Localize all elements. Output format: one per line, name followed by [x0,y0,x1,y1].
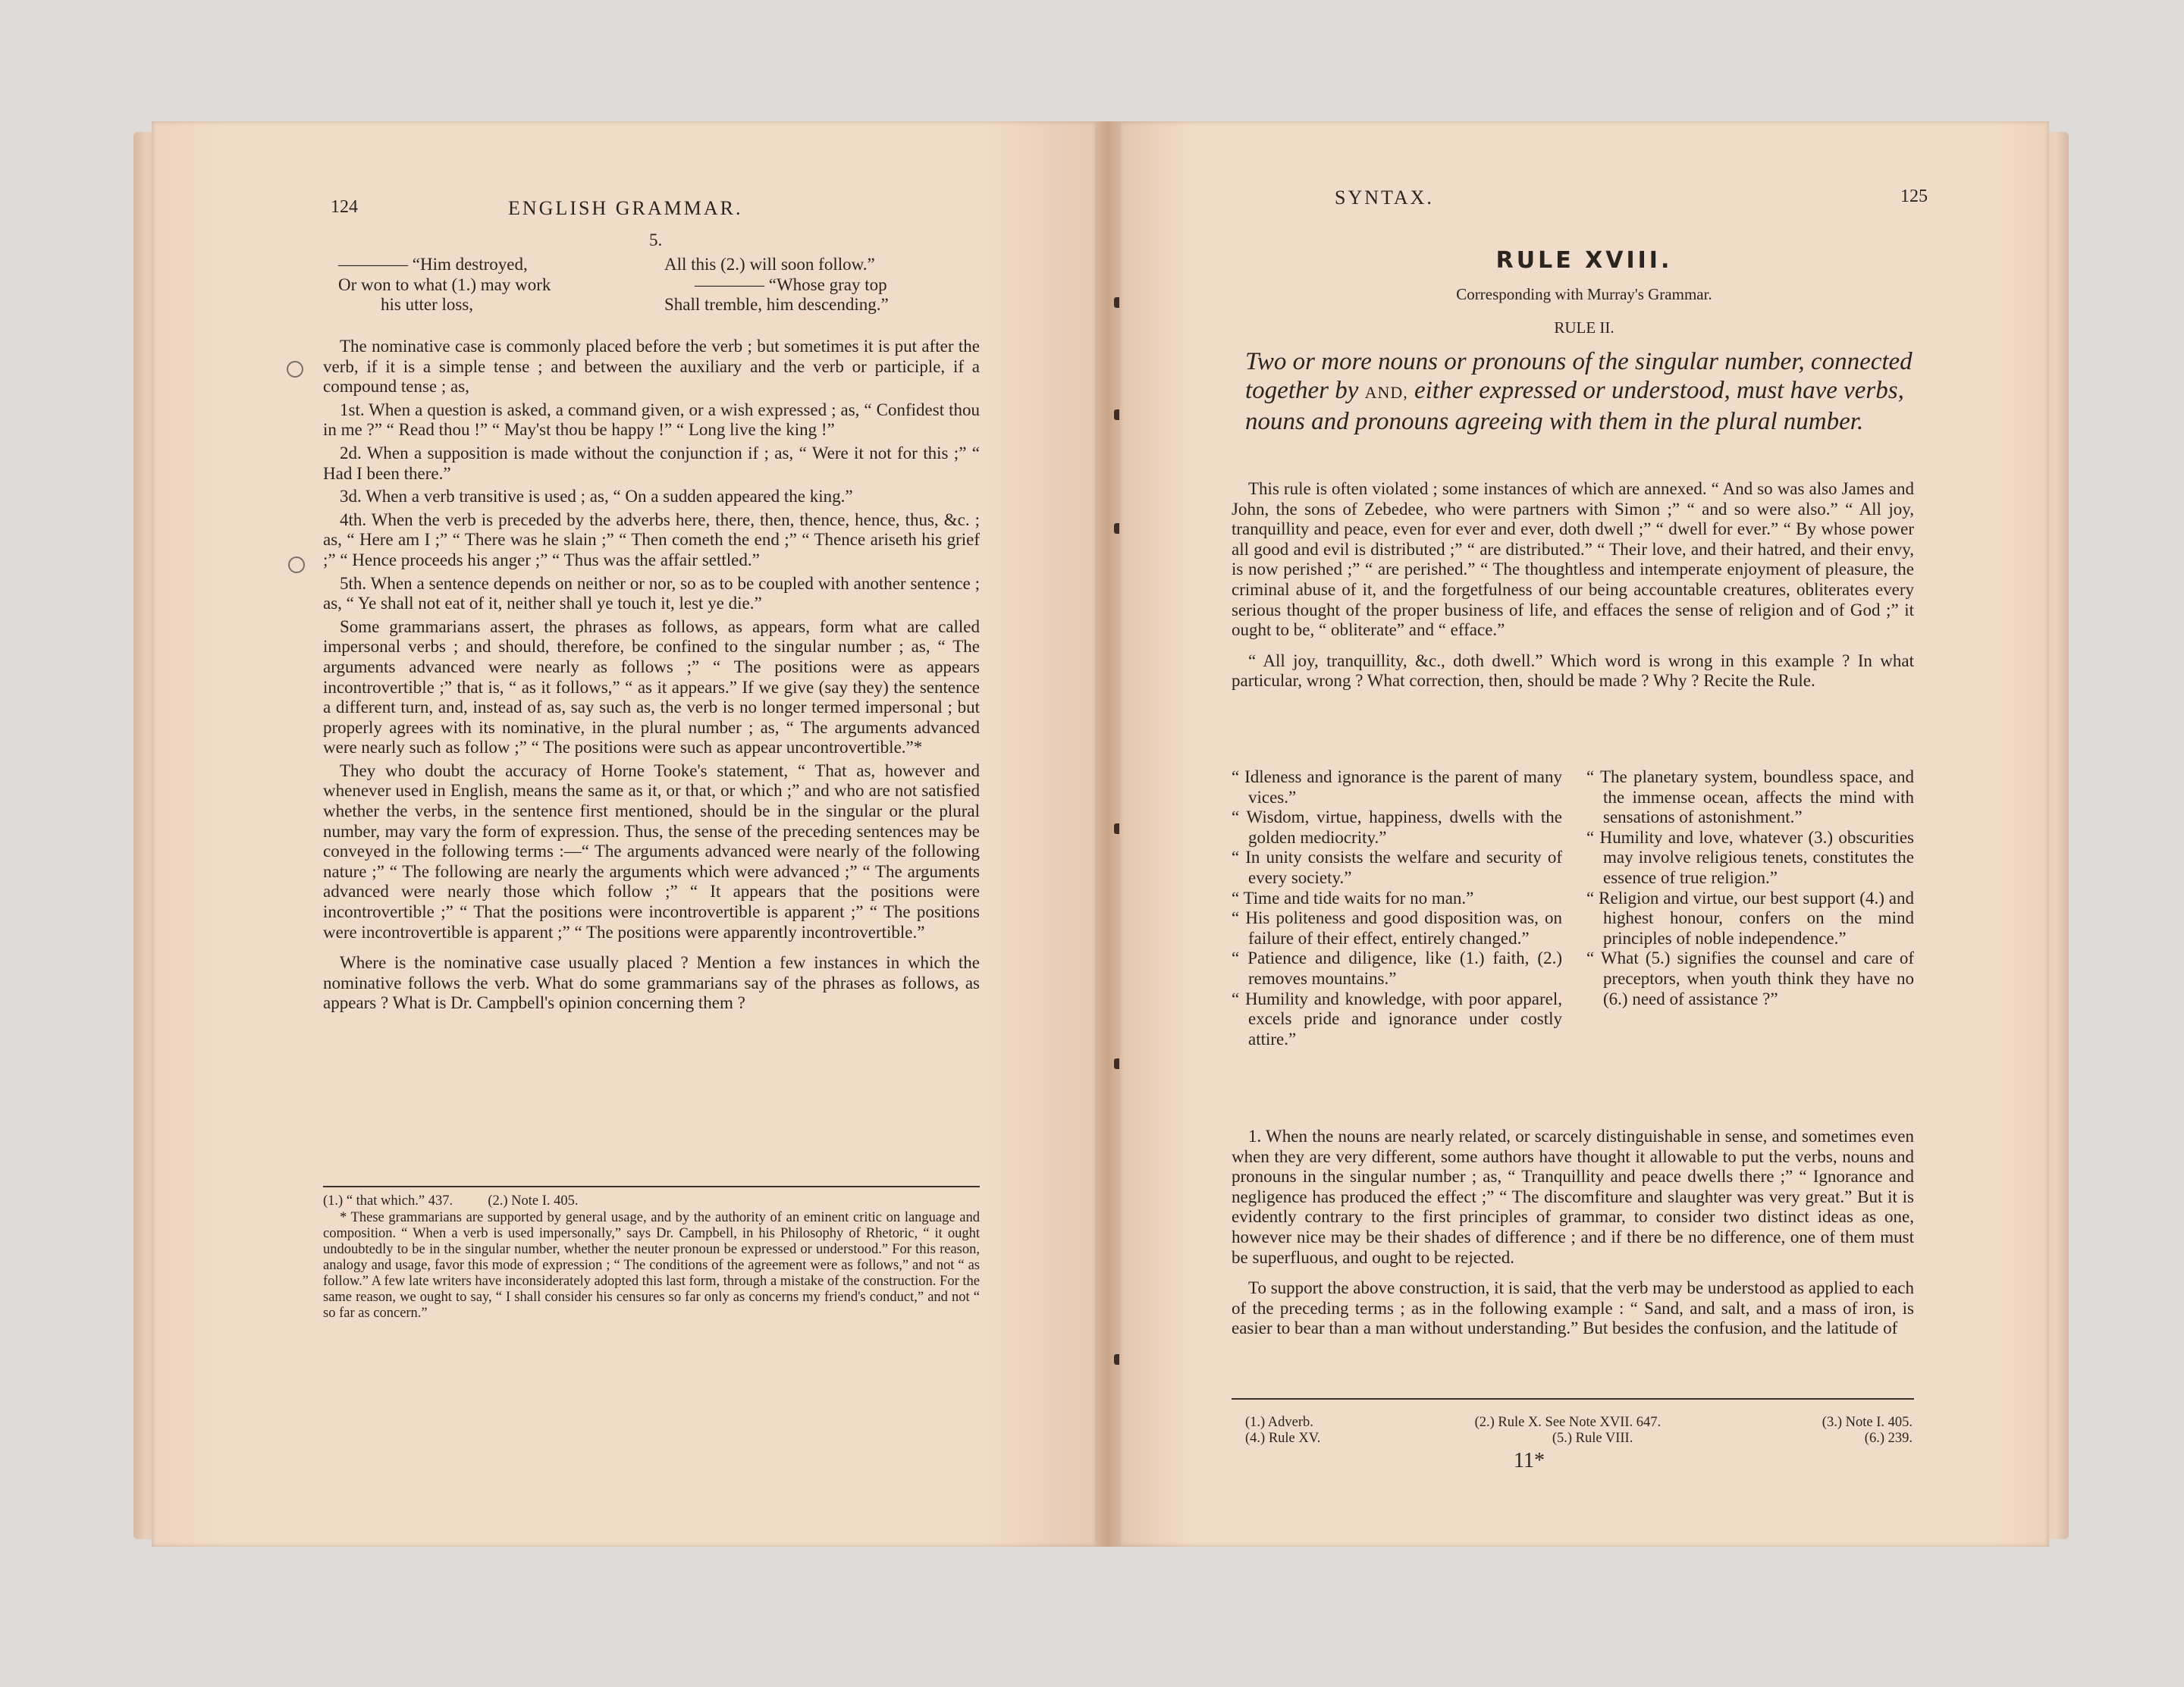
footnote-rule [323,1186,980,1187]
footnote-refs: (1.) “ that which.” 437. (2.) Note I. 405. [323,1193,579,1209]
rule-corresponding: Corresponding with Murray's Grammar. [1456,285,1712,303]
right-footnotes [1245,1415,1913,1447]
example: “ Humility and love, whatever (3.) obscurities may involve religious tenets, constitutes the essence of true religion.” [1586,827,1914,887]
footnote-ref: (4.) Rule XV. [1245,1431,1321,1446]
footnote-ref: (3.) Note I. 405. [1822,1415,1913,1430]
footnote-rule [1232,1398,1914,1400]
study-questions: Where is the nominative case usually placed ? Mention a few instances in which the nominative follows the verb. What do some grammarians say of the phrases as follows, as appears ? What is Dr. Campbell's opinion concerning them ? [323,953,980,1013]
example: “ Patience and diligence, like (1.) faith, (2.) removes mountains.” [1232,949,1562,988]
footnote-row [1245,1431,1913,1447]
paragraph: “ All joy, tranquillity, &c., doth dwell.” Which word is wrong in this example ? In what particular, wrong ? What correction, then, should be made ? Why ? Recite the Rule. [1232,651,1914,691]
footnote-ref: (5.) Rule VIII. [1552,1431,1633,1446]
rule-subtitle: RULE II. [1554,318,1614,337]
punch-hole [287,361,303,378]
verse-line: Or won to what (1.) may work [338,274,551,294]
paragraph: 1. When the nouns are nearly related, or scarcely distinguishable in sense, and sometimes even when they are very different, some authors have thought it allowable to put the verbs, nouns and pronouns in the singular number ; as, “ Tranquillity and peace dwells there ;” “ Ignorance and negligence has produced the effect ;” “ The discomfiture and slaughter was very great.” But it is evidently contrary to the first principles of grammar, to consider two distinct ideas as one, however nice may be their shades of difference ; and if there be no difference, one of them must be superfluous, and ought to be rejected. [1232,1127,1914,1267]
rule-statement-part: Two or more nouns or pronouns of the singular number, connected together by [1245,348,1913,404]
verse-col2 [664,255,998,315]
example: “ The planetary system, boundless space, and the immense ocean, affects the mind with sensations of astonishment.” [1586,767,1914,827]
left-page [152,121,1097,1547]
right-body-bottom [1232,1127,1914,1342]
example: “ Religion and virtue, our best support (4.) and highest honour, confers on the mind principles of noble independence.” [1586,888,1914,948]
paragraph: 2d. When a supposition is made without the conjunction if ; as, “ Were it not for this ;” “ Had I been there.” [323,443,980,483]
footnote-row [1245,1415,1913,1431]
running-header-right: SYNTAX. [1335,187,1434,209]
rule-title: RULE XVIII. [1495,247,1673,274]
paragraph: 4th. When the verb is preceded by the adverbs here, there, then, thence, hence, thus, &c. ; as, “ Here am I ;” “ There was he slain ;” “ Then cometh the end ;” “ Thence ariseth his grief ;” “ Hence proceeds his anger ;” “ Thus was the affair settled.” [323,510,980,569]
paragraph: Some grammarians assert, the phrases as follows, as appears, form what are called impersonal verbs ; and should, therefore, be confined to the singular number ; as, “ The arguments advanced were nearly as follows ;” “ The positions were as appears incontrovertible ;” that is, “ as it follows,” “ as it appears.” If we give (say they) the sentence a different turn, and, instead of as, say such as, the verb is no longer termed impersonal ; but properly agrees with its nominative, in the plural number ; as, “ The arguments advanced were nearly such as follow ;” “ The positions were such as appear uncontrovertible.”* [323,616,980,757]
paragraph: They who doubt the accuracy of Horne Tooke's statement, “ That as, however and whenever used in English, means the same as it, or that, or which ;” and who are not satisfied whether the verbs, in the sentence first mentioned, should be in the singular or the plural number, may vary the form of expression. Thus, the sense of the preceding sentences may be conveyed in the following terms :—“ The arguments advanced were nearly of the following nature ;” “ The following are nearly the arguments which were advanced ;” “ The arguments advanced were nearly those which follow ;” “ It appears that the positions were incontrovertible ;” “ That the positions were incontrovertible is apparent ;” “ The positions were incontrovertible is apparent ;” “ The positions were apparently incontrovertible.” [323,760,980,942]
right-page [1119,121,2049,1547]
example: “ What (5.) signifies the counsel and care of preceptors, when youth think they have no (6.) need of assistance ?” [1586,949,1914,1008]
verse-line: his utter loss, [381,295,474,315]
verse-number: 5. [649,230,663,249]
examples-col1 [1232,767,1562,1049]
footnote-ref: (2.) Rule X. See Note XVII. 647. [1474,1415,1662,1430]
footnote-ref: (6.) 239. [1864,1431,1913,1446]
paragraph: The nominative case is commonly placed before the verb ; but sometimes it is put after the verb, if it is a simple tense ; and between the auxiliary and the verb or participle, if a compound tense ; as, [323,337,980,397]
signature-mark: 11* [1514,1449,1545,1472]
footnote [323,1210,980,1325]
right-body-top [1232,479,1914,695]
verse-line: All this (2.) will soon follow.” [664,255,875,274]
paragraph: 5th. When a sentence depends on neither or nor, so as to be coupled with another sentence ; as, “ Ye shall not eat of it, neither shall ye touch it, lest ye die.” [323,573,980,613]
rule-statement-and: AND, [1364,383,1408,402]
verse-line: ———— “Whose gray top [695,274,887,294]
examples-col2 [1586,767,1914,1009]
gutter [1095,121,1121,1547]
example: “ Idleness and ignorance is the parent of many vices.” [1232,767,1562,807]
example: “ Wisdom, virtue, happiness, dwells with the golden mediocrity.” [1232,807,1562,847]
paragraph: 1st. When a question is asked, a command given, or a wish expressed ; as, “ Confidest thou in me ?” “ Read thou !” “ May'st thou be happy !” “ Long live the king !” [323,400,980,440]
footnote-text: * These grammarians are supported by general usage, and by the authority of an eminent critic on language and composition. “ When a verb is used impersonally,” says Dr. Campbell, in his Philosophy of Rhetoric, “ it ought undoubtedly to be in the singular number, whether the neuter pronoun be expressed or understood.” For this reason, analogy and usage, favor this mode of expression ; “ The conditions of the agreement were as follows,” and not “ as follow.” A few late writers have inconsiderately adopted this last form, through a mistake of the construction. For the same reason, we ought to say, “ I shall consider his censures so far only as concerns my friend's conduct,” and not “ so far as concern.” [323,1210,980,1321]
paragraph: 3d. When a verb transitive is used ; as, “ On a sudden appeared the king.” [340,487,853,506]
page-number-left: 124 [331,197,358,217]
running-header-left: ENGLISH GRAMMAR. [508,197,743,219]
paragraph: To support the above construction, it is said, that the verb may be understood as applied to each of the preceding terms ; as in the following example : “ Sand, and salt, and a mass of iron, is easier to bear than a man without understanding.” But besides the confusion, and the latitude of [1232,1278,1914,1338]
left-body [323,337,980,1017]
footnote-ref: (1.) Adverb. [1245,1415,1313,1430]
verse-col1 [338,255,672,315]
verse-line: ———— “Him destroyed, [338,255,528,274]
punch-hole [288,557,305,573]
paragraph: This rule is often violated ; some instances of which are annexed. “ And so was also James and John, the sons of Zebedee, who were partners with Simon ;” “ and so were also.” “ All joy, tranquillity and peace, even for ever and ever, doth dwell ;” “ dwell for ever.” “ By whose power all good and evil is distributed ;” “ are distributed.” “ Their love, and their hatred, and their envy, is now perished ;” “ are perished.” “ The thoughtless and intemperate enjoyment of pleasure, the criminal abuse of it, and the forgetfulness of our being accountable creatures, obliterates every serious thought of the proper business of life, and effaces the sense of religion and of God ;” it ought to be, “ obliterate” and “ efface.” [1232,479,1914,640]
rule-statement-part: either expressed or understood, must have verbs, nouns and pronouns agreeing with them in the plural number. [1245,377,1904,435]
example: “ His politeness and good disposition was, on failure of their effect, entirely changed.” [1232,908,1562,948]
example: “ Time and tide waits for no man.” [1232,888,1474,908]
open-book [141,121,2060,1547]
example: “ Humility and knowledge, with poor apparel, excels pride and ignorance under costly attire.” [1232,989,1562,1049]
example: “ In unity consists the welfare and security of every society.” [1232,848,1562,887]
verse-line: Shall tremble, him descending.” [664,295,889,315]
page-number-right: 125 [1900,187,1928,206]
rule-statement [1245,347,1913,436]
